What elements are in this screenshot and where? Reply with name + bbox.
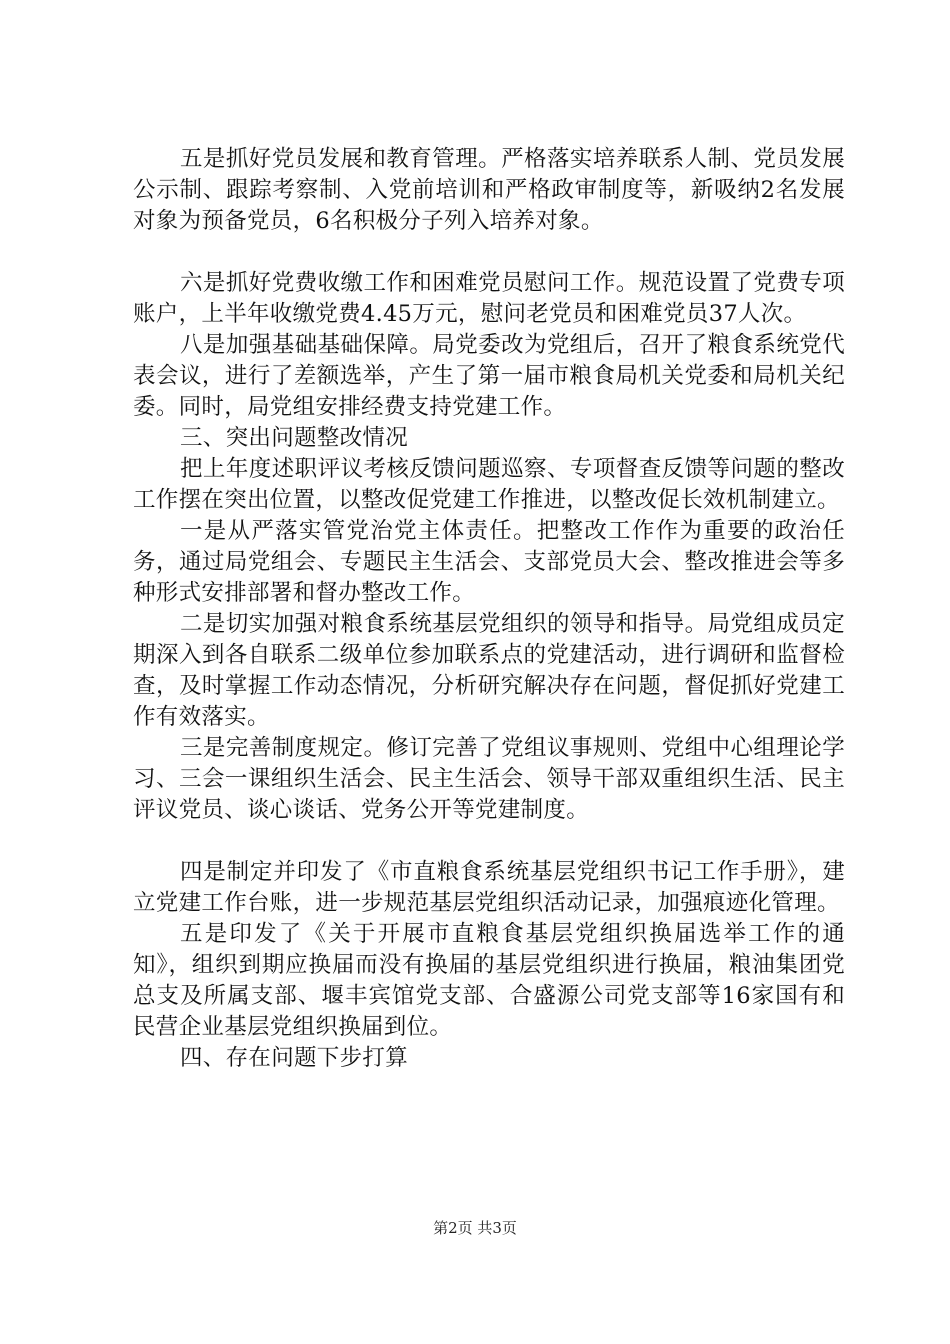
paragraph-system-rules: 三是完善制度规定。修订完善了党组议事规则、党组中心组理论学习、三会一课组织生活会、民主生活会、领导干部双重组织生活、民主评议党员、谈心谈话、党务公开等党建制度。 [133,735,845,823]
paragraph-leadership-guidance: 二是切实加强对粮食系统基层党组织的领导和指导。局党组成员定期深入到各自联系二级单位参加联系点的党建活动，进行调研和监督检查，及时掌握工作动态情况，分析研究解决存在问题，督促抓好党建工作有效落实。 [133,611,845,730]
section-heading-rectification: 三、突出问题整改情况 [180,425,409,451]
paragraph-party-dues: 六是抓好党费收缴工作和困难党员慰问工作。规范设置了党费专项账户，上半年收缴党费4.45万元，慰问老党员和困难党员37人次。 [133,270,845,327]
page-number-footer: 第2页 共3页 [433,1219,517,1237]
paragraph-rectification-intro: 把上年度述职评议考核反馈问题巡察、专项督查反馈等问题的整改工作摆在突出位置，以整改促党建工作推进，以整改促长效机制建立。 [133,456,845,513]
paragraph-handbook: 四是制定并印发了《市直粮食系统基层党组织书记工作手册》，建立党建工作台账，进一步规范基层党组织活动记录，加强痕迹化管理。 [133,859,845,916]
document-body [133,144,845,1074]
section-heading-problems-plans: 四、存在问题下步打算 [180,1045,409,1071]
paragraph-election-notice: 五是印发了《关于开展市直粮食基层党组织换届选举工作的通知》，组织到期应换届而没有换届的基层党组织进行换届，粮油集团党总支及所属支部、堰丰宾馆党支部、合盛源公司党支部等16家国有和民营企业基层党组织换届到位。 [133,921,845,1040]
paragraph-responsibility: 一是从严落实管党治党主体责任。把整改工作作为重要的政治任务，通过局党组会、专题民主生活会、支部党员大会、整改推进会等多种形式安排部署和督办整改工作。 [133,518,845,606]
paragraph-party-member-development: 五是抓好党员发展和教育管理。严格落实培养联系人制、党员发展公示制、跟踪考察制、入党前培训和严格政审制度等，新吸纳2名发展对象为预备党员，6名积极分子列入培养对象。 [133,146,845,234]
paragraph-basic-guarantee: 八是加强基础基础保障。局党委改为党组后，召开了粮食系统党代表会议，进行了差额选举，产生了第一届市粮食局机关党委和局机关纪委。同时，局党组安排经费支持党建工作。 [133,332,845,420]
